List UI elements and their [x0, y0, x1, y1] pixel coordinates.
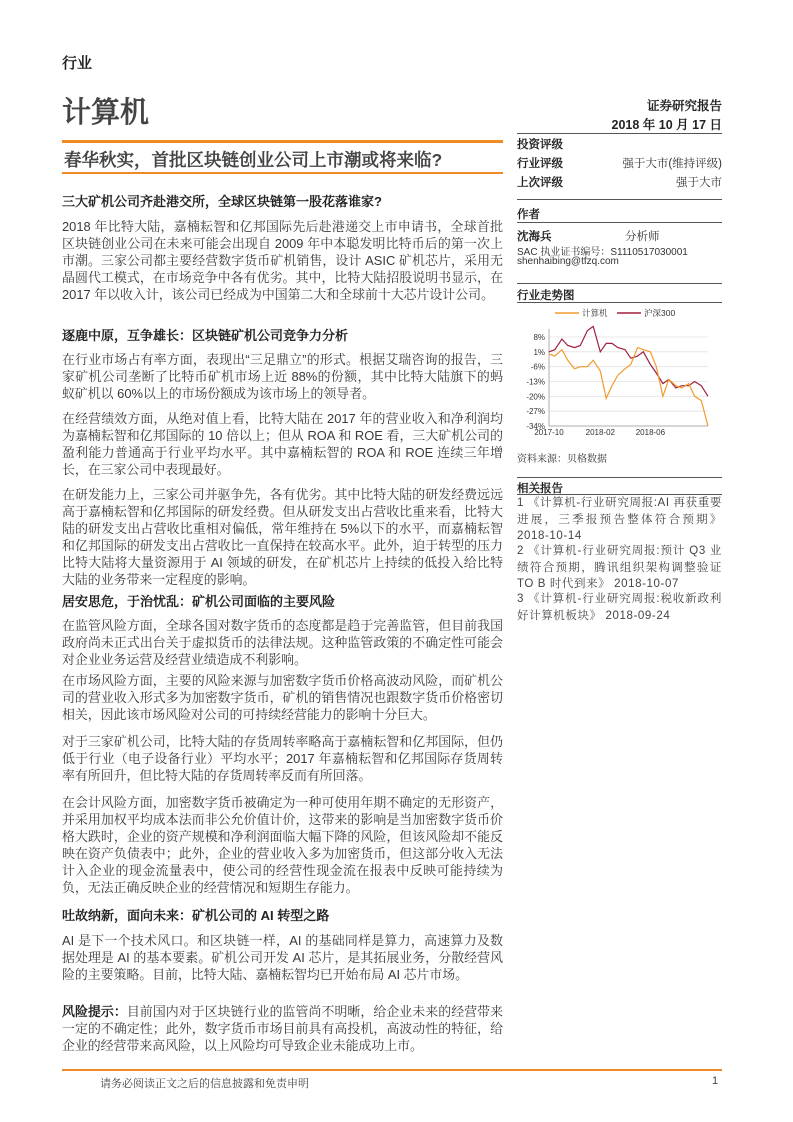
- y-tick-label: -13%: [526, 377, 545, 387]
- y-tick-label: -27%: [526, 407, 545, 417]
- y-tick-label: -6%: [530, 362, 545, 372]
- y-tick-label: 8%: [533, 333, 545, 342]
- paragraph: 在研发能力上，三家公司并驱争先，各有优劣。其中比特大陆的研发经费远远高于嘉楠耘智和亿邦国际的研发经费。但从研发支出占营收比重来看，比特大陆的研发支出占营收比重相对偏低，常年维持在 5%以下的水平，而嘉楠耘智和亿邦国际的研发支出占营收比一直保持在较高水平。此外，迫于转型的压力比特大陆将大量资源用于 AI 领域的研发，在矿机芯片上持续的低投入给比特大陆的业务带来一定程度的影响。: [62, 487, 503, 587]
- title-bottom-rule: [62, 172, 503, 174]
- y-tick-label: -20%: [526, 392, 545, 402]
- related-report-title[interactable]: 1 《计算机-行业研究周报:AI 再获重要进展，三季报预告整体符合预期》: [517, 497, 722, 526]
- related-report-item[interactable]: [517, 495, 722, 545]
- related-report-title[interactable]: 3 《计算机-行业研究周报:税收新政利好计算机板块》: [517, 593, 722, 622]
- sidebar-rule: [517, 283, 722, 284]
- paragraph: 在市场风险方面，主要的风险来源与加密数字货币价格高波动风险，而矿机公司的营业收入形式多为加密数字货币，矿机的销售情况也跟数字货币价格密切相关，因此该市场风险对公司的可持续经营能力的影响十分巨大。: [62, 673, 503, 722]
- title-top-rule: [62, 140, 503, 143]
- industry-rating-label: 行业评级: [517, 158, 563, 170]
- author-email[interactable]: shenhaibing@tfzq.com: [517, 256, 619, 267]
- paragraph: 在会计风险方面，加密数字货币被确定为一种可使用年期不确定的无形资产，并采用加权平均成本法而非公允价值计价，这带来的影响是当加密数字货币价格大跌时，企业的资产规模和净利润面临大幅下降的风险，但该风险却不能反映在资产负债表中；此外，企业的营业收入多为加密货币，但这部分收入无法计入企业的现金流量表中，使公司的经营性现金流在报表中反映可能持续为负，无法正确反映企业的经营情况和短期生存能力。: [62, 795, 503, 895]
- sidebar-rule: [517, 477, 722, 478]
- section-heading: 三大矿机公司齐赴港交所，全球区块链第一股花落谁家?: [62, 194, 382, 209]
- previous-rating-value: 强于大市: [676, 177, 722, 189]
- author-title: 作者: [517, 209, 540, 221]
- paragraph: 2018 年比特大陆，嘉楠耘智和亿邦国际先后赴港递交上市申请书，全球首批区块链创业公司在未来可能会出现自 2009 年中本聪发明比特币后的第一次上市潮。三家公司都主要经营数字货币矿机销售，设计 ASIC 矿机芯片，采用无晶圆代工模式，在市场竞争中各有优劣。其中，比特大陆招股说明书显示，在 2017 年以收入计，该公司已经成为中国第二大和全球前十大芯片设计公司。: [62, 219, 503, 302]
- section-heading: 居安思危，于治忧乱：矿机公司面临的主要风险: [62, 594, 336, 609]
- y-tick-label: 1%: [533, 347, 545, 357]
- paragraph: 在经营绩效方面，从绝对值上看，比特大陆在 2017 年的营业收入和净利润均为嘉楠耘智和亿邦国际的 10 倍以上；但从 ROA 和 ROE 看，三大矿机公司的盈利能力普通高于行业平均水平。其中嘉楠耘智的 ROA 和 ROE 连续三年增长，在三家公司中表现最好。: [62, 411, 503, 477]
- chart-source: 资料来源：贝格数据: [517, 454, 607, 465]
- x-tick-label: 2018-02: [585, 428, 616, 437]
- sidebar-rule: [517, 133, 722, 134]
- legend-label: 沪深300: [644, 308, 676, 318]
- category-label: 行业: [62, 55, 93, 72]
- author-cert: SAC 执业证书编号：S1110517030001: [517, 247, 688, 258]
- paragraph: AI 是下一个技术风口。和区块链一样，AI 的基础同样是算力，高速算力及数据处理是 AI 的基本要素。矿机公司开发 AI 芯片，是其拓展业务，分散经营风险的主要策略。目前，比特大陆、嘉楠耘智均已开始布局 AI 芯片市场。: [62, 933, 503, 982]
- related-report-date: 2018-10-07: [614, 578, 679, 590]
- related-report-item[interactable]: [517, 543, 722, 593]
- related-report-date: 2018-10-14: [517, 530, 582, 542]
- footer-disclaimer[interactable]: 请务必阅读正文之后的信息披露和免责申明: [100, 1078, 309, 1090]
- report-date: 2018 年 10 月 17 日: [611, 118, 722, 132]
- series-line-computer: [549, 348, 708, 426]
- paragraph: 在监管风险方面，全球各国对数字货币的态度都是趋于完善监管，但目前我国政府尚未正式出台关于虚拟货币的法律法规。这种监管政策的不确定性可能会对企业业务运营及经营业绩造成不利影响。: [62, 618, 503, 667]
- related-report-date: 2018-09-24: [605, 609, 671, 622]
- y-tick-label: -34%: [526, 422, 545, 431]
- author-name: 沈海兵: [517, 231, 552, 243]
- legend-label: 计算机: [582, 308, 608, 318]
- industry-trend-chart: [515, 303, 725, 443]
- section-heading: 逐鹿中原，互争雄长：区块链矿机公司竞争力分析: [62, 328, 349, 343]
- rating-title: 投资评级: [517, 139, 563, 151]
- page-number: 1: [712, 1075, 719, 1087]
- report-title: 春华秋实，首批区块链创业公司上市潮或将来临?: [64, 150, 443, 170]
- risk-warning: [62, 1003, 503, 1054]
- chart-title: 行业走势图: [517, 290, 575, 302]
- author-role: 分析师: [625, 231, 660, 243]
- x-tick-label: 2017-10: [534, 428, 564, 437]
- previous-rating-label: 上次评级: [517, 177, 563, 189]
- sector-title: 计算机: [62, 97, 150, 129]
- related-report-title[interactable]: 2 《计算机-行业研究周报:预计 Q3 业绩符合预期，腾讯组织架构调整验证 TO B 时代到来》: [517, 545, 722, 590]
- x-tick-label: 2018-06: [635, 428, 666, 437]
- footer-rule: [62, 1069, 722, 1071]
- related-report-item[interactable]: [517, 591, 722, 624]
- related-title: 相关报告: [517, 483, 563, 495]
- risk-label: 风险提示：: [62, 1004, 127, 1019]
- industry-rating-value: 强于大市(维持评级): [622, 158, 722, 170]
- sidebar-rule: [517, 222, 722, 223]
- report-type: 证券研究报告: [646, 99, 722, 113]
- section-heading: 吐故纳新，面向未来：矿机公司的 AI 转型之路: [62, 908, 330, 923]
- paragraph: 在行业市场占有率方面，表现出“三足鼎立”的形式。根据艾瑞咨询的报告，三家矿机公司垄断了比特币矿机市场上近 88%的份额，其中比特大陆旗下的蚂蚁矿机以 60%以上的市场份额成为该市场上的领导者。: [62, 352, 503, 401]
- paragraph: 对于三家矿机公司，比特大陆的存货周转率略高于嘉楠耘智和亿邦国际，但仍低于行业（电子设备行业）平均水平；2017 年嘉楠耘智和亿邦国际存货周转率有所回升，但比特大陆的存货周转率反而有所回落。: [62, 734, 503, 783]
- risk-text: 目前国内对于区块链行业的监管尚不明晰，给企业未来的经营带来一定的不确定性；此外，数字货币市场目前具有高投机，高波动性的特征，给企业的经营带来高风险，以上风险均可导致企业未能成功上市。: [62, 1004, 504, 1053]
- sidebar-rule: [517, 199, 722, 200]
